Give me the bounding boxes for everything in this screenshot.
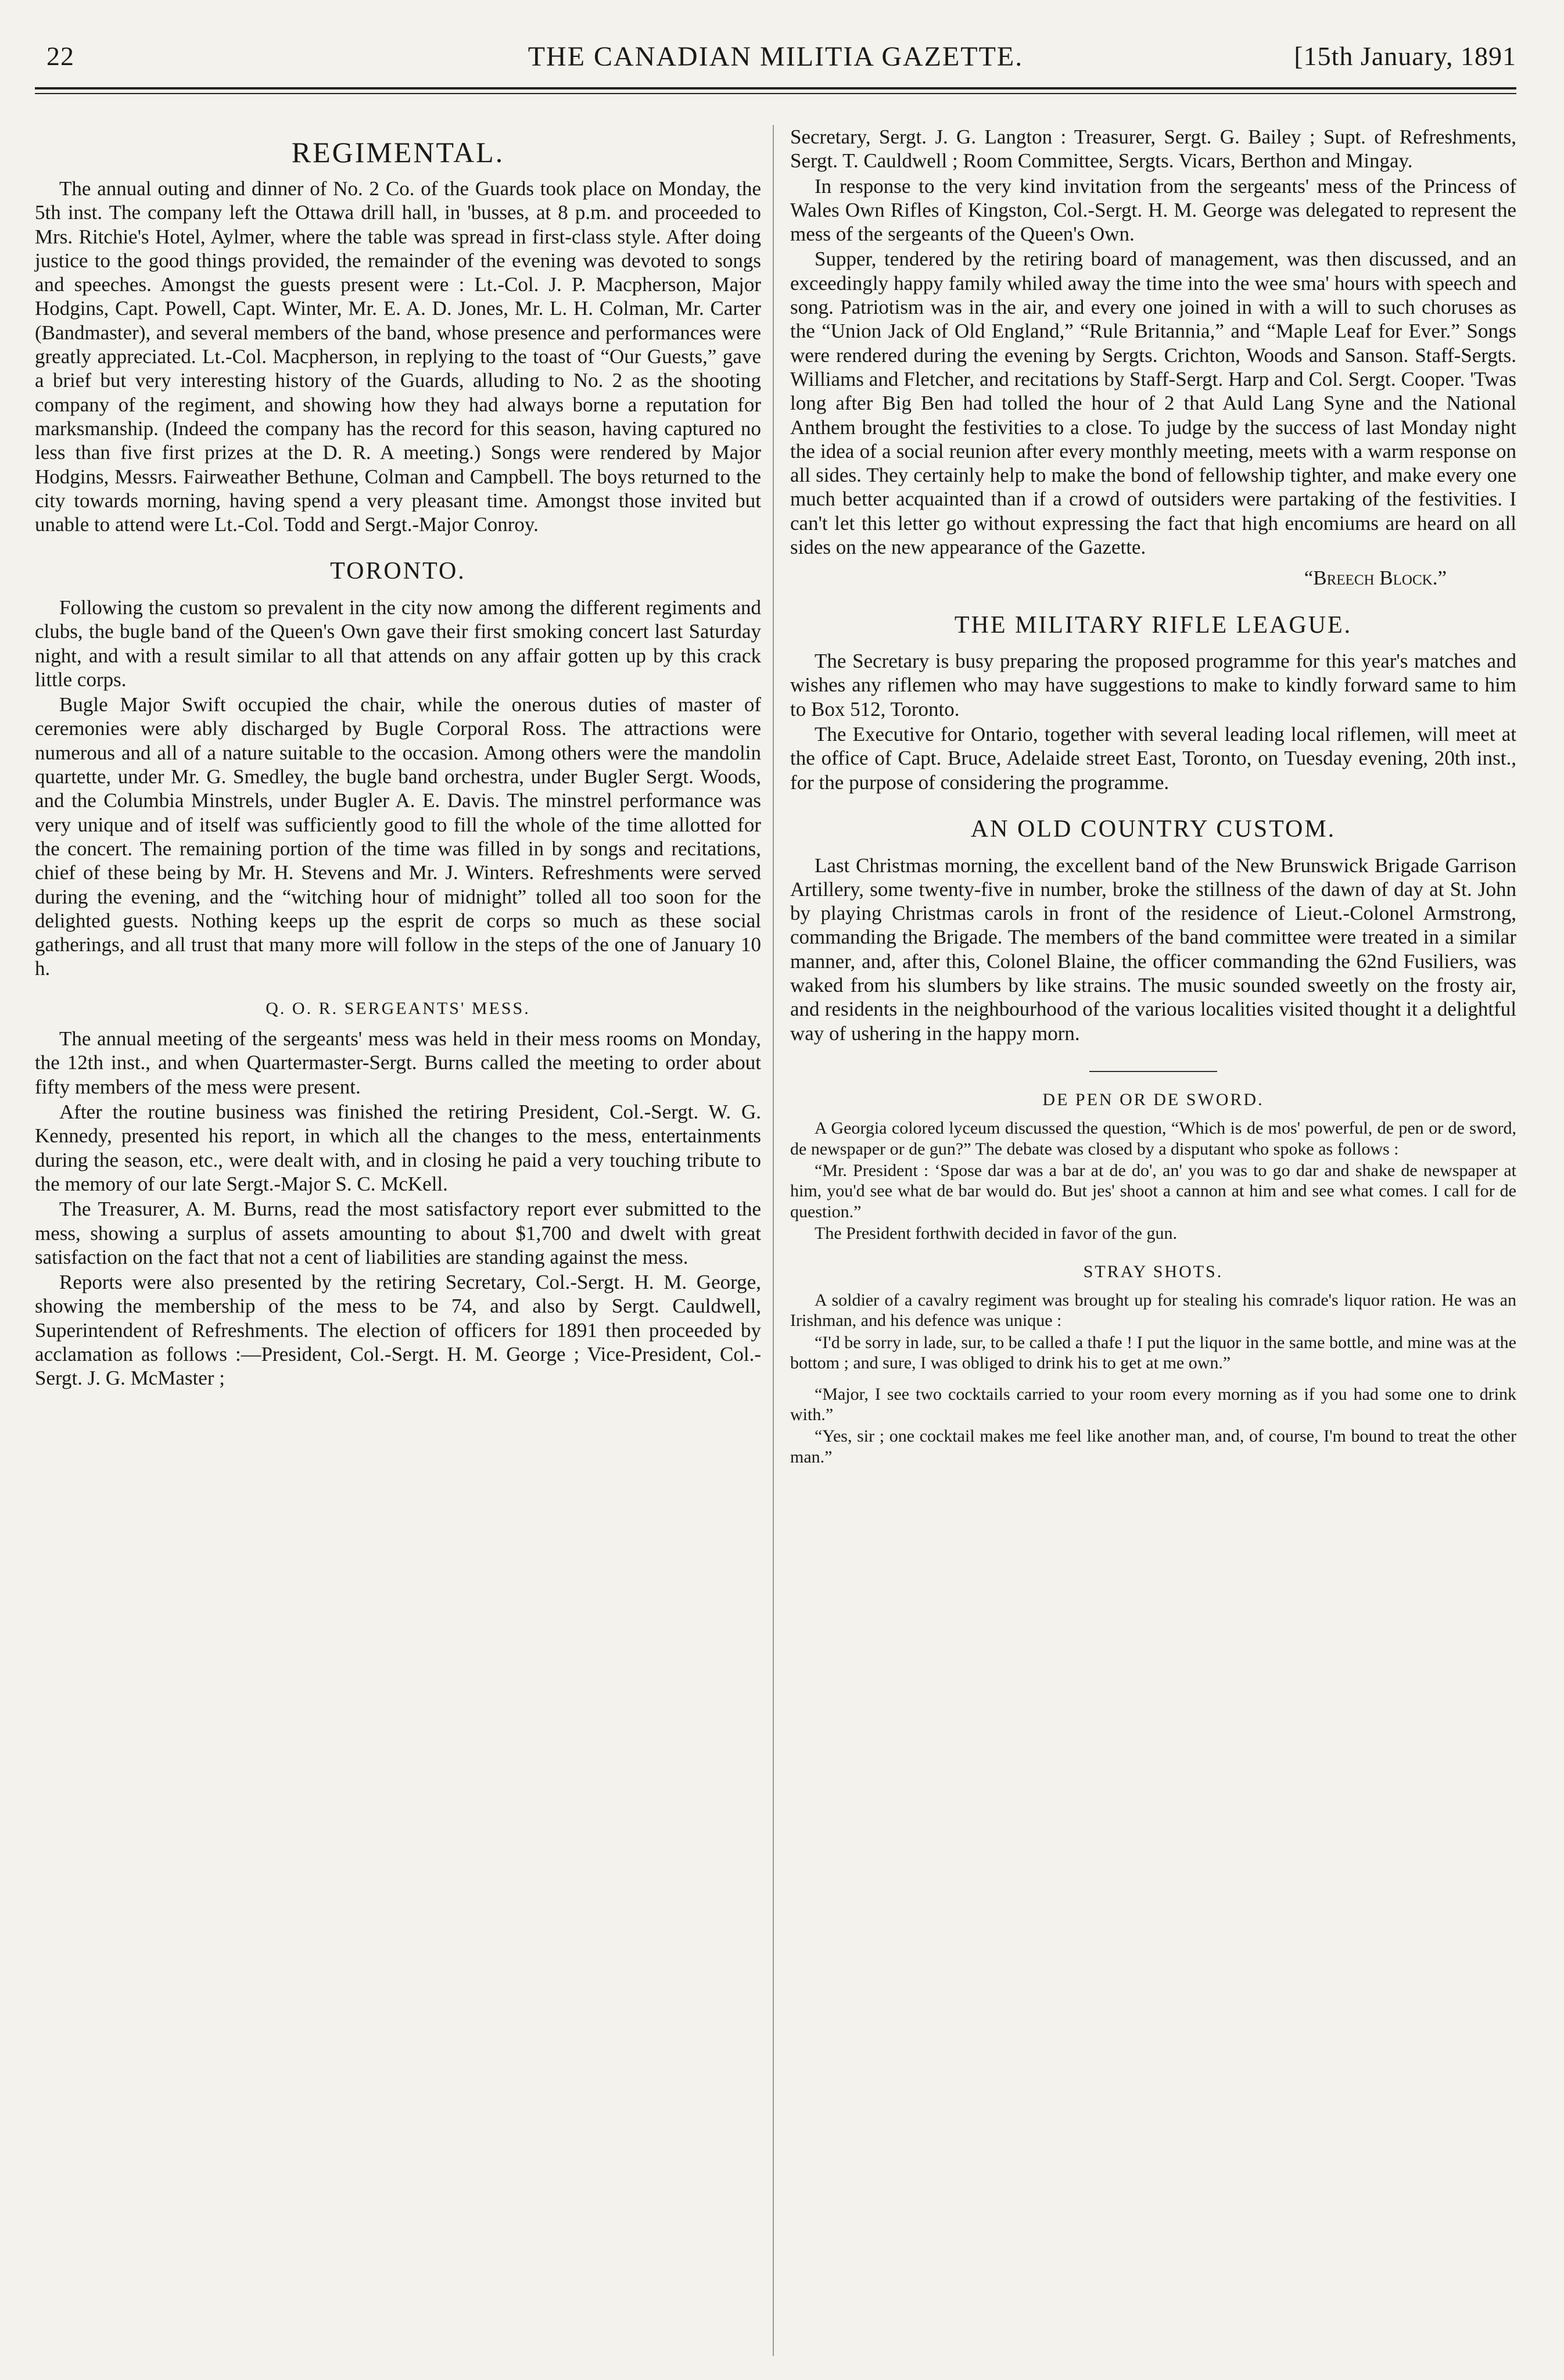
right-column (790, 125, 1516, 1468)
old-country-custom-heading: AN OLD COUNTRY CUSTOM. (970, 815, 1336, 843)
sword-paragraph-1: A Georgia colored lyceum discussed the question, “Which is de mos' powerful, de pen or de sword, de newspaper or de gun?” The debate was closed by a disputant who spoke as follows : (790, 1119, 1516, 1159)
qor-paragraph-1: The annual meeting of the sergeants' mess was held in their mess rooms on Monday, the 12th inst., and when Quartermaster-Sergt. Burns called the meeting to order about fifty members of the mess were present. (35, 1027, 761, 1098)
signature: “Breech Block.” (1304, 567, 1447, 590)
custom-paragraph: Last Christmas morning, the excellent band of the New Brunswick Brigade Garrison Artillery, some twenty-five in number, broke the stillness of the dawn of day at St. John by playing Christmas carols in front of the residence of Lieut.-Colonel Armstrong, commanding the Brigade. The members of the band committee were treated in a similar manner, and, after this, Colonel Blaine, the officer commanding the 62nd Fusiliers, was waked from his slumbers by like strains. The music sounded sweetly on the frosty air, and residents in the neighbourhood of the various localities visited thought it a delightful way of ushering in the happy morn. (790, 854, 1516, 1045)
rifle-paragraph-2: The Executive for Ontario, together with several leading local riflemen, will meet at the office of Capt. Bruce, Adelaide street East, Toronto, on Tuesday evening, 20th inst., for the purpose of considering the programme. (790, 723, 1516, 794)
stray-paragraph-4: “Yes, sir ; one cocktail makes me feel like another man, and, of course, I'm bound to treat the other man.” (790, 1426, 1516, 1467)
section-divider (1089, 1071, 1217, 1072)
qor-paragraph-7: Supper, tendered by the retiring board of management, was then discussed, and an exceedingly happy family whiled away the time into the wee sma' hours with speech and song. Patriotism was in the air, and every one joined in with a will to such choruses as the “Union Jack of Old England,” “Rule Britannia,” and “Maple Leaf for Ever.” Songs were rendered during the evening by Sergts. Crichton, Woods and Sanson. Staff-Sergts. Williams and Fletcher, and recitations by Staff-Sergt. Harp and Col. Sergt. Cooper. 'Twas long after Big Ben had tolled the hour of 2 that Auld Lang Syne and the National Anthem brought the festivities to a close. To judge by the success of last Monday night the idea of a social reunion after every monthly meeting, meets with a warm response on all sides. They certainly help to make the bond of fellowship tighter, and make every one much better acquainted than if a crowd of outsiders were partaking of the festivities. I can't let this letter go without expressing the fact that high encomiums are heard on all sides on the new appearance of the Gazette. (790, 248, 1516, 559)
stray-paragraph-1: A soldier of a cavalry regiment was brought up for stealing his comrade's liquor ration. He was an Irishman, and his defence was unique : (790, 1291, 1516, 1331)
qor-mess-heading: Q. O. R. SERGEANTS' MESS. (266, 998, 530, 1018)
left-column (35, 125, 761, 1392)
qor-paragraph-4: Reports were also presented by the retiring Secretary, Col.-Sergt. H. M. George, showing the membership of the mess to be 74, and also by Sergt. Cauldwell, Superintendent of Refreshments. The election of officers for 1891 then proceeded by acclamation as follows :—President, Col.-Sergt. H. M. George ; Vice-President, Col.-Sergt. J. G. McMaster ; (35, 1271, 761, 1390)
toronto-paragraph-2: Bugle Major Swift occupied the chair, while the onerous duties of master of ceremonies were ably discharged by Bugle Corporal Ross. The attractions were numerous and all of a nature suitable to the occasion. Among others were the mandolin quartette, under Mr. G. Smedley, the bugle band orchestra, under Bugler Sergt. Woods, and the Columbia Minstrels, under Bugler A. E. Davis. The minstrel performance was very unique and of itself was sufficiently good to fill the whole of the time allotted for the concert. The remaining portion of the time was filled in by songs and recitations, chief of these being by Mr. H. Stevens and Mr. J. Winters. Refreshments were served during the evening, and the “witching hour of midnight” tolled all too soon for the delighted guests. Nothing keeps up the esprit de corps so much as these social gatherings, and all trust that many more will follow in the steps of the one of January 10 h. (35, 693, 761, 980)
rifle-league-heading: THE MILITARY RIFLE LEAGUE. (954, 611, 1353, 639)
regimental-heading: REGIMENTAL. (291, 136, 505, 169)
toronto-paragraph-1: Following the custom so prevalent in the city now among the different regiments and clubs, the bugle band of the Queen's Own gave their first smoking concert last Saturday night, and with a result similar to all that attends on any affair gotten up by this crack little corps. (35, 596, 761, 691)
issue-date: [15th January, 1891 (1294, 41, 1516, 71)
qor-paragraph-5: Secretary, Sergt. J. G. Langton : Treasurer, Sergt. G. Bailey ; Supt. of Refreshments, Sergt. T. Cauldwell ; Room Committee, Sergts. Vicars, Berthon and Mingay. (790, 126, 1516, 173)
sword-paragraph-3: The President forthwith decided in favor of the gun. (815, 1224, 1177, 1243)
stray-paragraph-3: “Major, I see two cocktails carried to your room every morning as if you had some one to drink with.” (790, 1384, 1516, 1424)
page-header (35, 41, 1516, 81)
sword-paragraph-2: “Mr. President : ‘Spose dar was a bar at de do', an' you was to go dar and shake de newspaper at him, you'd see what de bar would do. But jes' shoot a cannon at him and see what comes. I call for de question.” (790, 1161, 1516, 1221)
stray-shots-heading: STRAY SHOTS. (1083, 1261, 1224, 1281)
qor-paragraph-2: After the routine business was finished the retiring President, Col.-Sergt. W. G. Kennedy, presented his report, in which all the changes to the mess, entertainments during the season, etc., were dealt with, and in closing he paid a very touching tribute to the memory of our late Sergt.-Major S. C. McKell. (35, 1101, 761, 1195)
publication-title: THE CANADIAN MILITIA GAZETTE. (528, 41, 1024, 72)
regimental-paragraph: The annual outing and dinner of No. 2 Co. of the Guards took place on Monday, the 5th inst. The company left the Ottawa drill hall, in 'busses, at 8 p.m. and proceeded to Mrs. Ritchie's Hotel, Aylmer, where the table was spread in first-class style. After doing justice to the good things provided, the remainder of the evening was devoted to songs and speeches. Amongst the guests present were : Lt.-Col. J. P. Macpherson, Major Hodgins, Capt. Powell, Capt. Winter, Mr. E. A. D. Jones, Mr. L. H. Colman, Mr. Carter (Bandmaster), and several members of the band, whose presence and performances were greatly appreciated. Lt.-Col. Macpherson, in replying to the toast of “Our Guests,” gave a brief but very interesting history of the Guards, alluding to No. 2 as the shooting company of the regiment, and showing how they had always borne a reputation for marksmanship. (Indeed the company has the record for this season, having captured no less than five first prizes at the D. R. A meeting.) Songs were rendered by Major Hodgins, Messrs. Fairweather Bethune, Colman and Campbell. The boys returned to the city towards morning, having spend a very pleasant time. Amongst those invited but unable to attend were Lt.-Col. Todd and Sergt.-Major Conroy. (35, 177, 761, 536)
stray-paragraph-2: “I'd be sorry in lade, sur, to be called a thafe ! I put the liquor in the same bottle, and mine was at the bottom ; and sure, I was obliged to drink his to get at me own.” (790, 1332, 1516, 1373)
qor-paragraph-6: In response to the very kind invitation from the sergeants' mess of the Princess of Wales Own Rifles of Kingston, Col.-Sergt. H. M. George was delegated to represent the mess of the sergeants of the Queen's Own. (790, 174, 1516, 246)
pen-or-sword-heading: DE PEN OR DE SWORD. (1042, 1089, 1264, 1109)
rifle-paragraph-1: The Secretary is busy preparing the proposed programme for this year's matches and wishes any riflemen who may have suggestions to make to kindly forward same to him to Box 512, Toronto. (790, 650, 1516, 721)
qor-paragraph-3: The Treasurer, A. M. Burns, read the most satisfactory report ever submitted to the mess, showing a surplus of assets amounting to about $1,700 and dwelt with great satisfaction on the fact that not a cent of liabilities are standing against the mess. (35, 1198, 761, 1268)
toronto-heading: TORONTO. (330, 558, 466, 585)
header-rule-top (35, 87, 1516, 89)
header-rule-bottom (35, 93, 1516, 94)
page-number: 22 (46, 41, 74, 71)
column-divider (773, 125, 774, 2356)
